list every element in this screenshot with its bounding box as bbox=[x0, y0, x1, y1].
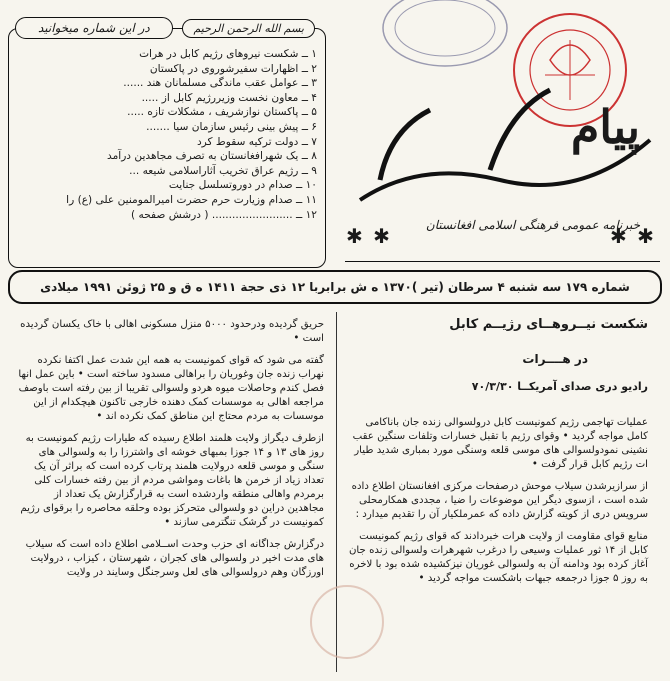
star-ornament-left-icon: ✱ ✱ bbox=[346, 224, 392, 248]
contents-item[interactable]: ۶ ــ پیش بینی رئیس سازمان سیا ....... bbox=[146, 120, 317, 133]
contents-item[interactable]: ۱ ــ شکست نیروهای رژیم کابل در هرات bbox=[139, 48, 317, 60]
contents-item[interactable]: ۸ ــ یک شهرافغانستان به تصرف مجاهدین درآمد bbox=[107, 150, 317, 163]
contents-item[interactable]: ۵ ــ پاکستان نوازشریف ، مشکلات تازه ..... bbox=[127, 106, 317, 119]
article-paragraph: منابع قوای مقاومت از ولایت هرات خبردادند که قوای رژیم کمونیست کابل از ۱۴ ثور عملیات وسیعی را درغرب شهرهرات ولسوالی زنده جان آغاز کرده بود ودامنه آن به ولسوالی غوریان نیزکشیده شده بود با لاخره به روز ۵ جوزا درجمعه جبهات باشکست مواجه گردید • bbox=[348, 531, 648, 584]
watermark-stamp-icon bbox=[310, 585, 384, 659]
issue-date-line: شماره ۱۷۹ سه شنبه ۴ سرطان (تیر )۱۳۷۰ ه ش برابربا ۱۲ ذی حجة ۱۴۱۱ ه ق و ۲۵ ژوئن ۱۹۹۱ میلادی bbox=[8, 270, 662, 304]
contents-item[interactable]: ۱۱ ــ صدام وزیارت حرم حضرت امیرالمومنین علی (ع) را bbox=[66, 193, 317, 206]
contents-item[interactable]: ۱۲ ــ ........................ ( درشش صفحه ) bbox=[131, 208, 317, 221]
contents-item[interactable]: ۳ ــ عوامل عقب ماندگی مسلمانان هند ...... bbox=[123, 77, 317, 90]
contents-item[interactable]: ۲ ــ اظهارات سفیرشوروی در پاکستان bbox=[149, 62, 317, 75]
star-ornament-right-icon: ✱ ✱ bbox=[610, 224, 656, 248]
article-paragraph: عملیات تهاجمی رژیم کمونیست کابل درولسوالی زنده جان باناکامی کامل مواجه گردید • وقوای رژیم با تقبل خسارات وتلفات سنگین عقب نشینی نمودولسوالی های موسی قلعه وسنگی مورد بمباری شدید طیار ات رژیم کابل قرار گرفت • bbox=[352, 417, 648, 470]
article-paragraph: گفته می شود که قوای کمونیست به همه این شدت عمل اکتفا نکرده نهراب زنده جان وغوریان را براهالی مسدود ساخته است • باین عمل انها فصل کندم وحاصلات میوه هردو ولسوالی تقریبا از بین رفته است باوصف مراجعه اهالی به موسسات کمک دهنده خارجی تاکنون هیچکدام از این موسسات به مردم محتاج این مناطق کمک نکرده اند • bbox=[18, 355, 324, 422]
contents-list bbox=[17, 47, 317, 222]
contents-heading: در این شماره میخوانید bbox=[15, 17, 173, 39]
table-of-contents bbox=[8, 21, 326, 268]
contents-item[interactable]: ۱۰ ــ صدام در دوروتسلسل جنایت bbox=[168, 179, 317, 192]
contents-item[interactable]: ۴ ــ معاون نخست وزیررژیم کابل از ..... bbox=[141, 91, 317, 104]
article-paragraph: درگزارش جداگانه ای حزب وحدت اســلامی اطلاع داده است که سیلاب های مدت اخیر در ولسوالی های کجران ، شهرستان ، کیزاب ، درولایت اورزگان وهم درولسوالی های لعل وسرجنگل وسایند در ولایت bbox=[25, 539, 324, 578]
article-left-column bbox=[18, 318, 324, 588]
article-headline: شکست نیــروهــای رژیــم کابل bbox=[449, 317, 648, 332]
article-paragraph: حریق گردیده ودرحدود ۵۰۰۰ منزل مسکونی اهالی با خاک یکسان گردیده است • bbox=[20, 319, 324, 344]
masthead-subtitle: خبرنامه عمومی فرهنگی اسلامی افغانستان bbox=[425, 218, 640, 232]
article-paragraph: از سرازیرشدن سیلاب موحش درصفحات مرکزی افغانستان اطلاع داده شده است ، ازسوی دیگر این موضوعات را ضیا ، مجددی همکارمحلی سرویس دری از کویته گزارش داده که عمرملکیار آن را تقدیم میدارد : bbox=[351, 481, 648, 520]
contents-item[interactable]: ۷ ــ دولت ترکیه سقوط کرد bbox=[196, 135, 317, 148]
article-right-column bbox=[348, 318, 648, 594]
contents-item[interactable]: ۹ ــ رژیم عراق تخریب آثاراسلامی شیعه ... bbox=[129, 164, 317, 177]
article-paragraph: ازطرف دیگراز ولایت هلمند اطلاع رسیده که طیارات رژیم کمونیست به روز های ۱۳ و ۱۴ جوزا بمبهای خوشه ای واشترزا را به ولسوالی های سنگی و موسی قلعه درولایت هلمند پرتاب کرده است که براثر آن یک تعداد زیاد از خرمن ها باغات ومواشی مردم از بین رفته خسارات کلی برمردم واهالی منطقه واردشده است به قرارگزارش یک تعداد از مجاهدین دراین دو ولسوالی متحرکز بوده وحلقه محاصره را برقوای رژیم کمونیست در گرشک تنگترمی سازند • bbox=[20, 433, 324, 528]
masthead bbox=[340, 0, 665, 262]
article-source: رادیو دری صدای آمریکــا ۷۰/۳/۳۰ bbox=[471, 380, 648, 393]
bismillah: بسم الله الرحمن الرحيم bbox=[182, 19, 315, 38]
article-subheadline: در هــــرات bbox=[522, 352, 588, 366]
contents-header bbox=[15, 15, 315, 41]
masthead-title: پیام bbox=[570, 100, 640, 154]
